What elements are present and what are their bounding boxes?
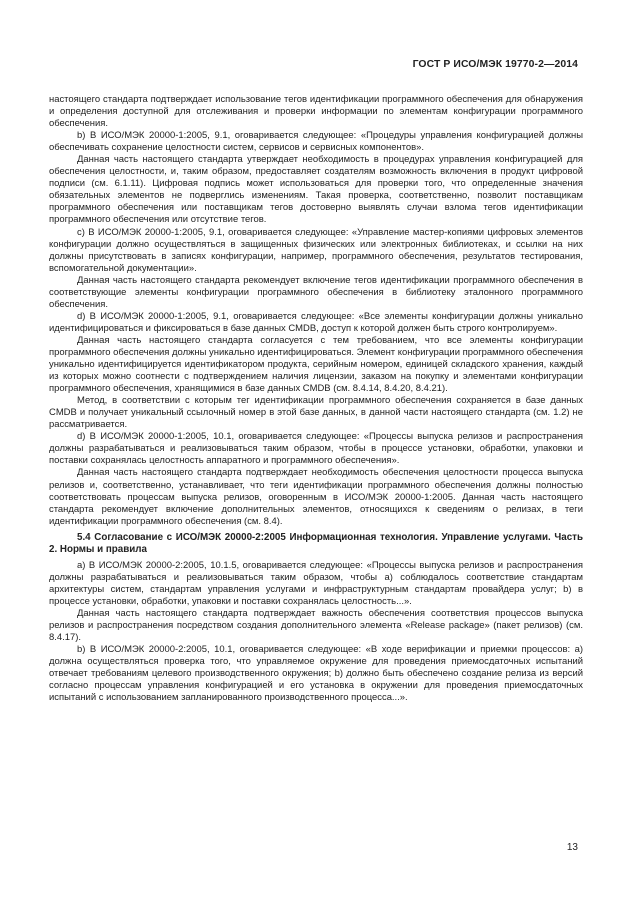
paragraph: Данная часть настоящего стандарта подтверждает необходимость обеспечения целостности процесса выпуска релизов и, соответственно, устанавливает, что теги идентификации программного обеспечения должны полностью соответствовать процессам выпуска релизов, оговоренным в ИСО/МЭК 20000-1:2005. Данная часть настоящего стандарта рекомендует включение дополнительных элементов, относящихся к сведениям о релизах, в теги идентификации программного обеспечения (см. 8.4). <box>49 467 583 527</box>
paragraph: a) В ИСО/МЭК 20000-2:2005, 10.1.5, оговаривается следующее: «Процессы выпуска релизов и распространения должны разрабатываться и реализовываться таким образом, чтобы a) соблюдалось соответствие стандартам архитектуры систем, стандартам управления услугами и инфраструктурным стандартам провайдера услуг; b) в процессе установки, обработки, упаковки и поставки сохранялась целостность...». <box>49 559 583 608</box>
paragraph: Данная часть настоящего стандарта подтверждает важность обеспечения соответствия процессов выпуска релизов и распространения посредством создания дополнительного элемента «Release package» (пакет релизов) (см. 8.4.17). <box>49 608 583 644</box>
paragraph: c) В ИСО/МЭК 20000-1:2005, 9.1, оговаривается следующее: «Управление мастер-копиями цифровых элементов конфигурации должно осуществляться в защищенных физических или электронных библиотеках, и ссылки на них должны присутствовать в записях конфигурации, например, программного обеспечения, результатов тестирования, вспомогательной документации». <box>49 226 583 274</box>
section-heading: 5.4 Согласование с ИСО/МЭК 20000-2:2005 Информационная технология. Управление услугами. Часть 2. Нормы и правила <box>49 531 583 556</box>
paragraph: Данная часть настоящего стандарта согласуется с тем требованием, что все элементы конфигурации программного обеспечения должны уникально идентифицироваться. Элемент конфигурации программного обеспечения уникально идентифицируется идентификатором продукта, серийным номером, единицей складского хранения, каждый из которых можно соотнести с подтверждением наличия лицензии, заказом на покупку и элементами конфигурации программного обеспечения, хранящимися в базе данных CMDB (см. 8.4.14, 8.4.20, 8.4.21). <box>49 334 583 395</box>
document-code-header: ГОСТ Р ИСО/МЭК 19770-2—2014 <box>412 59 578 70</box>
paragraph: d) В ИСО/МЭК 20000-1:2005, 9.1, оговаривается следующее: «Все элементы конфигурации должны уникально идентифицироваться и фиксироваться в базе данных CMDB, доступ к которой должен быть строго контролируем». <box>49 310 583 334</box>
paragraph: b) В ИСО/МЭК 20000-2:2005, 10.1, оговаривается следующее: «В ходе верификации и приемки процессов: a) должна осуществляться проверка того, что управляемое окружение для проведения приемосдаточных испытаний отвечает требованиям целевого производственного окружения; b) должно быть обеспечено создание релиза из версий согласно процессам управления конфигурацией и его установка в окружении для проведения приемосдаточных испытаний с использованием запланированного производственного процесса...». <box>49 644 583 704</box>
paragraph: d) В ИСО/МЭК 20000-1:2005, 10.1, оговаривается следующее: «Процессы выпуска релизов и распространения должны разрабатываться и реализовываться таким образом, чтобы в процессе установки, обработки, упаковки и поставки сохранялась целостность аппаратного и программного обеспечения». <box>49 431 583 467</box>
paragraph: настоящего стандарта подтверждает использование тегов идентификации программного обеспечения для обнаружения и определения доступной для отслеживания и проверки информации по элементам конфигурации программного обеспечения. <box>49 94 583 130</box>
page-number: 13 <box>566 842 578 853</box>
paragraph: Метод, в соответствии с которым тег идентификации программного обеспечения сохраняется в базе данных CMDB и получает уникальный ссылочный номер в этой базе данных, в данной части настоящего стандарта (см. 1.2) не рассматривается. <box>49 395 583 431</box>
paragraph: Данная часть настоящего стандарта рекомендует включение тегов идентификации программного обеспечения в соответствующие элементы конфигурации программного обеспечения в библиотеку эталонного программного обеспечения. <box>49 274 583 310</box>
paragraph: Данная часть настоящего стандарта утверждает необходимость в процедурах управления конфигурацией для обеспечения целостности, и, таким образом, предоставляет создателям возможность включения в продукт цифровой подписи (см. 6.1.11). Цифровая подпись может использоваться для проверки того, что определенные значения обязательных элементов не подверглись изменениям. Такая проверка, соответственно, позволит поставщикам программного обеспечения или поставщикам тегов достоверно выявлять случаи взлома тегов идентификации программного обеспечения или отсутствие тегов. <box>49 154 583 226</box>
paragraph: b) В ИСО/МЭК 20000-1:2005, 9.1, оговаривается следующее: «Процедуры управления конфигурацией должны обеспечивать сохранение целостности систем, сервисов и сервисных компонентов». <box>49 130 583 154</box>
document-body <box>49 94 583 704</box>
